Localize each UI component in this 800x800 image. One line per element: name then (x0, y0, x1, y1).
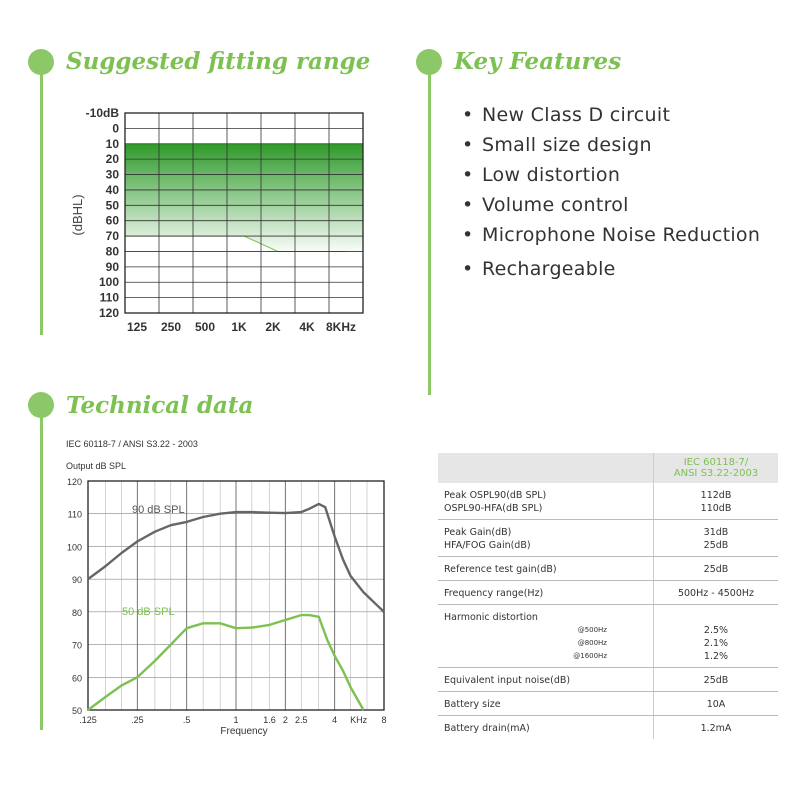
spec-value: 2.5% (654, 624, 779, 637)
feature-item: • Low distortion (462, 164, 621, 186)
spec-label: Reference test gain(dB) (438, 557, 654, 581)
x-tick-label: 1.6 (263, 715, 276, 725)
feature-item: • New Class D circuit (462, 104, 671, 126)
y-tick-label: 120 (66, 477, 82, 487)
spec-value: 500Hz - 4500Hz (654, 581, 779, 605)
spec-row (438, 637, 778, 650)
spec-row (438, 520, 778, 540)
x-tick-label: 500 (194, 320, 216, 334)
x-tick-label: 4 (332, 715, 338, 725)
y-tick-label: 80 (71, 607, 82, 618)
spec-label: @1600Hz (438, 650, 654, 668)
fitting-range-chart (0, 95, 400, 345)
fitting-heading: Suggested fitting range (66, 48, 371, 75)
feature-label: Small size design (482, 134, 652, 156)
y-tick-label: 10 (105, 136, 119, 151)
features-list (462, 100, 760, 284)
y-tick-label: 110 (67, 509, 82, 520)
spec-row (438, 624, 778, 637)
feature-item: • Rechargeable (462, 258, 616, 280)
feature-label: Low distortion (482, 164, 621, 186)
y-tick-label: 80 (105, 244, 119, 259)
y-tick-label: 30 (105, 167, 119, 182)
spec-label: Battery drain(mA) (444, 723, 530, 734)
series-label-90db: 90 dB SPL (132, 504, 185, 516)
spec-value: 110dB (654, 502, 779, 520)
spec-row (438, 502, 778, 520)
y-axis-label: (dBHL) (70, 194, 85, 236)
series-label-50db: 50 dB SPL (122, 606, 175, 618)
spec-label: Frequency range(Hz) (438, 581, 654, 605)
spec-value: 25dB (654, 557, 779, 581)
frequency-response-chart (0, 430, 420, 745)
y-tick-label: -10dB (85, 106, 119, 120)
y-tick-label: 50 (105, 198, 119, 213)
spec-label: OSPL90-HFA(dB SPL) (438, 502, 654, 520)
y-tick-label: 50 (71, 706, 82, 716)
x-tick-label: KHz (350, 715, 368, 725)
feature-label: Rechargeable (482, 258, 616, 280)
spec-row (438, 650, 778, 668)
spec-row (438, 557, 778, 581)
spec-value: 10A (654, 692, 779, 716)
features-timeline-dot (416, 49, 442, 75)
y-tick-label: 120 (98, 306, 119, 320)
spec-table-header (438, 453, 778, 483)
x-tick-label: .125 (79, 715, 97, 725)
x-axis-label: Frequency (220, 726, 268, 737)
spec-value (654, 605, 779, 625)
chart-title: IEC 60118-7 / ANSI S3.22 - 2003 (66, 439, 198, 449)
feature-label: New Class D circuit (482, 104, 671, 126)
spec-value: 31dB (654, 520, 779, 540)
spec-label: @800Hz (577, 639, 607, 647)
y-axis-label: Output dB SPL (66, 461, 127, 471)
spec-row (438, 483, 778, 502)
y-tick-label: 90 (105, 259, 119, 274)
feature-label: Microphone Noise Reduction (482, 224, 761, 246)
x-tick-label: 250 (160, 320, 182, 334)
spec-value: 1.2% (654, 650, 779, 668)
spec-value: 2.1% (654, 637, 779, 650)
fitting-range-area (125, 144, 363, 252)
x-tick-label: 8KHz (325, 320, 357, 334)
x-tick-label: .5 (182, 715, 191, 725)
spec-row (438, 716, 778, 740)
feature-item: • Volume control (462, 194, 629, 216)
x-tick-label: 125 (126, 320, 148, 334)
spec-value: 25dB (654, 539, 779, 557)
spec-row (438, 581, 778, 605)
spec-label: HFA/FOG Gain(dB) (438, 539, 654, 557)
spec-label: Battery size (438, 692, 654, 716)
y-tick-label: 70 (71, 640, 82, 651)
spec-row (438, 668, 778, 692)
spec-value: 112dB (654, 483, 779, 502)
y-tick-label: 60 (105, 213, 119, 228)
technical-timeline-dot (28, 392, 54, 418)
spec-table (438, 453, 778, 739)
features-heading: Key Features (454, 48, 622, 75)
series-line-50db (88, 615, 364, 710)
y-tick-label: 40 (105, 182, 119, 197)
spec-row (438, 605, 778, 625)
spec-value: 25dB (654, 668, 779, 692)
feature-item: • Microphone Noise Reduction (462, 224, 761, 246)
spec-label: Peak Gain(dB) (444, 527, 512, 538)
spec-header-standard: IEC 60118-7/ ANSI S3.22-2003 (654, 453, 779, 483)
y-tick-label: 100 (98, 275, 119, 290)
y-tick-label: 20 (105, 152, 119, 167)
spec-label: Harmonic distortion (444, 612, 538, 623)
x-tick-label: 1K (231, 320, 247, 334)
feature-label: Volume control (482, 194, 629, 216)
feature-item: • Small size design (462, 134, 652, 156)
y-tick-label: 0 (112, 121, 119, 136)
x-tick-label: 2 (282, 715, 288, 725)
x-tick-label: 1 (233, 715, 239, 725)
y-tick-label: 110 (99, 290, 119, 305)
x-tick-label: 2.5 (294, 715, 308, 725)
spec-label: @500Hz (577, 626, 607, 634)
spec-label: Peak OSPL90(dB SPL) (444, 490, 547, 501)
spec-row (438, 692, 778, 716)
spec-header-blank (438, 453, 654, 483)
y-tick-label: 60 (71, 673, 82, 684)
technical-heading: Technical data (66, 392, 254, 419)
x-tick-label: 4K (299, 320, 315, 334)
fitting-timeline-dot (28, 49, 54, 75)
spec-row (438, 539, 778, 557)
y-tick-label: 100 (66, 542, 82, 553)
x-tick-label: 2K (265, 320, 281, 334)
y-tick-label: 70 (105, 229, 119, 244)
spec-label: Equivalent input noise(dB) (438, 668, 654, 692)
features-timeline-line (428, 62, 431, 395)
x-tick-label: 8 (381, 715, 387, 725)
y-tick-label: 90 (71, 575, 82, 586)
x-tick-label: .25 (131, 715, 144, 725)
spec-value: 1.2mA (654, 716, 779, 740)
